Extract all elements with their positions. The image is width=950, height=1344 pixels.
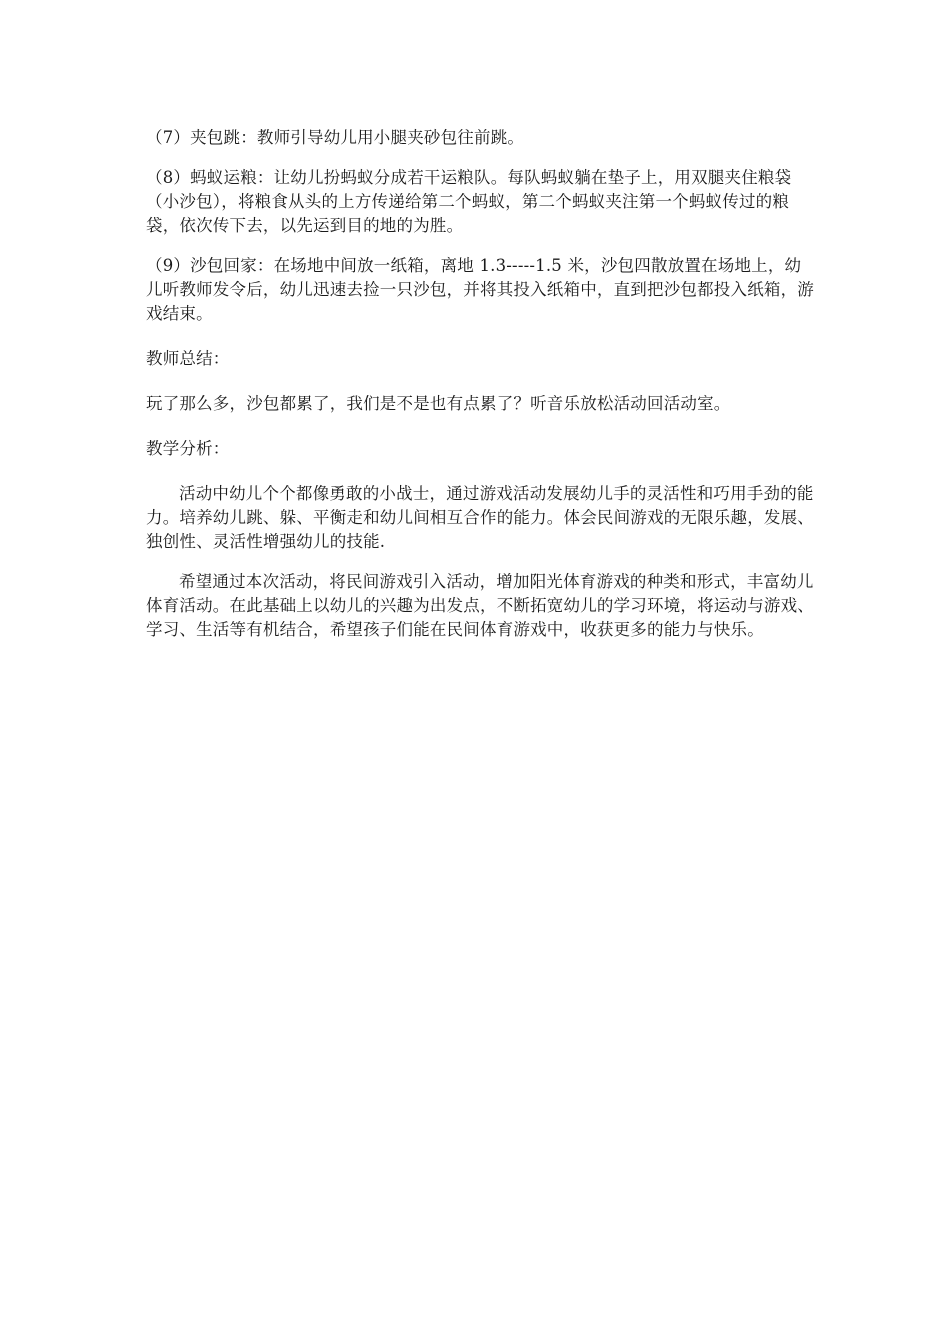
analysis-paragraph-2: 希望通过本次活动，将民间游戏引入活动，增加阳光体育游戏的种类和形式，丰富幼儿体育活动。在此基础上以幼儿的兴趣为出发点，不断拓宽幼儿的学习环境，将运动与游戏、学习、生活等有机结合，希望孩子们能在民间体育游戏中，收获更多的能力与快乐。 [146,572,814,639]
game-item-8: （8）蚂蚁运粮：让幼儿扮蚂蚁分成若干运粮队。每队蚂蚁躺在垫子上，用双腿夹住粮袋（小沙包），将粮食从头的上方传递给第二个蚂蚁，第二个蚂蚁夹注第一个蚂蚁传过的粮袋，依次传下去，以先运到目的地的为胜。 [146,168,792,235]
document-body [146,126,816,642]
analysis-heading: 教学分析： [146,439,230,458]
summary-heading: 教师总结： [146,349,230,368]
game-item-7: （7）夹包跳：教师引导幼儿用小腿夹砂包往前跳。 [146,128,525,147]
analysis-paragraph-1: 活动中幼儿个个都像勇敢的小战士，通过游戏活动发展幼儿手的灵活性和巧用手劲的能力。培养幼儿跳、躲、平衡走和幼儿间相互合作的能力。体会民间游戏的无限乐趣，发展、独创性、灵活性增强幼儿的技能. [146,484,814,551]
game-item-9: （9）沙包回家：在场地中间放一纸箱，离地 1.3-----1.5 米，沙包四散放置在场地上，幼儿听教师发令后，幼儿迅速去捡一只沙包，并将其投入纸箱中，直到把沙包都投入纸箱，游戏结束。 [146,256,814,323]
summary-text: 玩了那么多，沙包都累了，我们是不是也有点累了？听音乐放松活动回活动室。 [146,394,731,413]
